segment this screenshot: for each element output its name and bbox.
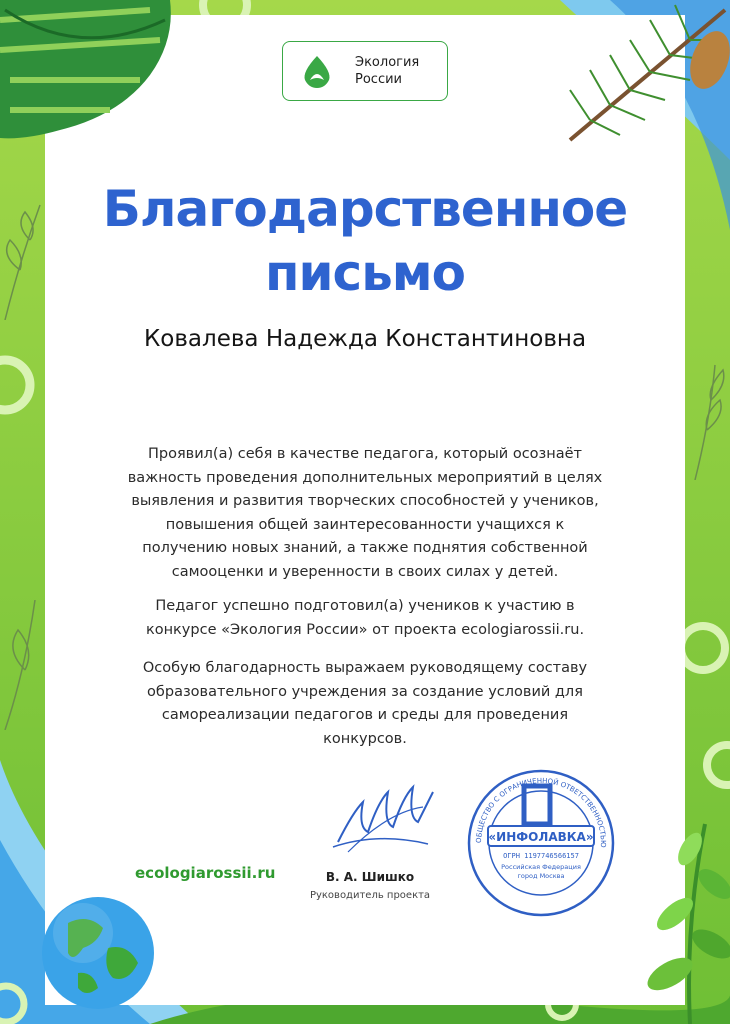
signature-image [328,772,438,862]
leaf-drop-logo-icon [299,54,335,90]
leaf-sketch-icon [0,200,45,320]
stamp-region: Российская Федерация [501,863,581,871]
signer-role: Руководитель проекта [309,890,431,901]
stamp-ring-text: ОБЩЕСТВО С ОГРАНИЧЕННОЙ ОТВЕТСТВЕННОСТЬЮ [474,776,608,848]
globe-icon [38,893,158,1013]
project-logo [282,41,448,101]
logo-line-1: Экология [355,55,420,70]
stamp-company-name: «ИНФОЛАВКА» [488,830,594,844]
logo-line-2: России [355,72,402,87]
body-paragraph: Особую благодарность выражаем руководящему составу образовательного учреждения за создание условий для самореализации педагогов и среды для проведения конкурсов. [142,660,588,747]
monstera-leaf-icon [0,0,175,150]
stamp-ogrn: ОГРН 1197746566157 [503,852,579,860]
plant-leaves-icon [630,804,730,1024]
leaf-sketch-icon [685,360,730,480]
stamp-image [466,768,616,918]
signer-name: В. А. Шишко [325,870,415,884]
body-paragraph: Проявил(а) себя в качестве педагога, который осознаёт важность проведения дополнительных мероприятий в целях выявления и развития творческих способностей у учеников, повышения общей заинтересованности учащихся к получению новых знаний, а также поднятия собственной самооценки и уверенности в своих силах у детей. [127,446,603,580]
title-line-2: письмо [264,244,466,302]
title-line-1: Благодарственное [102,180,628,238]
pine-branch-icon [550,0,730,170]
stamp-city: город Москва [517,872,565,880]
logo-text [355,54,419,88]
recipient-name: Ковалева Надежда Константиновна [143,326,587,352]
leaf-sketch-icon [0,600,45,730]
website-link[interactable]: ecologiarossii.ru [135,864,276,882]
body-paragraph: Педагог успешно подготовил(а) учеников к участию в конкурсе «Экология России» от проекта ecologiarossii.ru. [145,598,585,638]
